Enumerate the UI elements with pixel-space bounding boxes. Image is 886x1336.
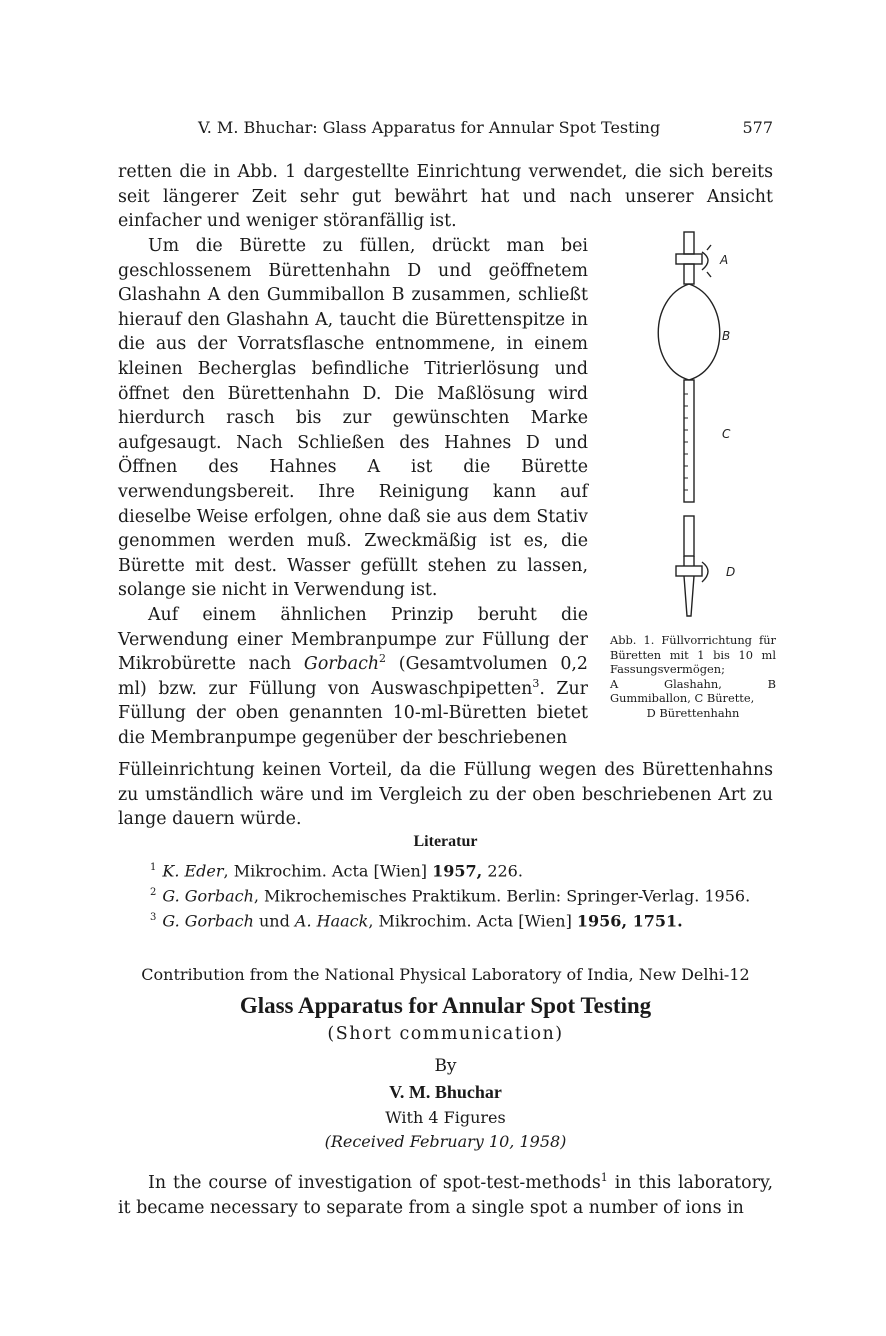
membrane-text-b: (Gesamtvolumen 0,2 ml) bzw. zur Füllung von Auswaschpipetten bbox=[118, 654, 588, 699]
references-heading: Literatur bbox=[413, 833, 478, 850]
article-subtitle: (Short communication) bbox=[327, 1024, 564, 1044]
label-b: B bbox=[722, 329, 731, 343]
label-a: A bbox=[720, 253, 729, 267]
membrane-text-a: Auf einem ähnlichen Prinzip beruht die Verwendung einer Membranpumpe zur Füllung der Mikrobürette nach bbox=[118, 604, 588, 675]
author-gorbach: Gorbach bbox=[303, 654, 380, 675]
burette-c bbox=[684, 380, 694, 502]
opening-text: retten die in Abb. 1 dargestellte Einrichtung verwendet, die sich bereits seit längerer Zeit sehr gut bewährt hat und nach unserer Ansicht einfacher und weniger störanfällig ist. bbox=[118, 162, 773, 232]
membrane-pump-paragraph bbox=[118, 603, 588, 751]
caption-line-3: D Bürettenhahn bbox=[646, 705, 740, 720]
reference-item: $^1$ K. Eder, Mikrochim. Acta [Wien] 1957, 226. bbox=[150, 861, 523, 881]
received-date: (Received February 10, 1958) bbox=[324, 1132, 567, 1151]
footnote-ref-2: 2 bbox=[379, 652, 387, 666]
stopcock-d bbox=[676, 566, 702, 576]
article-author: V. M. Bhuchar bbox=[389, 1082, 502, 1102]
membrane-text-c: . Zur Füllung der oben genannten 10-ml-Büretten bietet die Membranpumpe gegenüber der beschriebenen bbox=[118, 678, 588, 748]
label-c: C bbox=[722, 427, 731, 441]
figure-count: With 4 Figures bbox=[385, 1108, 506, 1127]
byline-by: By bbox=[434, 1056, 457, 1076]
rubber-bulb-b bbox=[658, 284, 720, 380]
procedure-text: Um die Bürette zu füllen, drückt man bei geschlossenem Bürettenhahn D und geöffnetem Glashahn A den Gummiballon B zusammen, schließt hierauf den Glashahn A, taucht die Bürettenspitze in die aus der Vorratsflasche entnommene, in einem kleinen Becherglas befindliche Titrierlösung und öffnet den Bürettenhahn D. Die Maßlösung wird hierdurch rasch bis zur gewünschten Marke aufgesaugt. Nach Schließen des Hahnes D und Öffnen des Hahnes A ist die Bürette verwendungsbereit. Ihre Reinigung kann auf dieselbe Weise erfolgen, ohne daß sie aus dem Stativ genommen werden muß. Zweckmäßig ist es, die Bürette mit dest. Wasser gefüllt stehen zu lassen, solange sie nicht in Verwendung ist. bbox=[118, 236, 588, 601]
reference-item: $^2$ G. Gorbach, Mikrochemisches Praktikum. Berlin: Springer-Verlag. 1956. bbox=[150, 886, 751, 906]
contribution-line: Contribution from the National Physical Laboratory of India, New Delhi-12 bbox=[141, 965, 750, 984]
closing-text: Fülleinrichtung keinen Vorteil, da die Füllung wegen des Bürettenhahns zu umständlich wäre und im Vergleich zu der oben beschriebenen Art zu lange dauern würde. bbox=[118, 760, 773, 830]
reference-item: $^3$ G. Gorbach und A. Haack, Mikrochim. Acta [Wien] 1956, 1751. bbox=[150, 910, 683, 930]
caption-line-2: A Glashahn, B Gummiballon, C Bürette, bbox=[610, 676, 776, 706]
article-title: Glass Apparatus for Annular Spot Testing bbox=[239, 993, 652, 1018]
stopcock-a-handle bbox=[702, 252, 708, 270]
caption-line-1: Abb. 1. Füllvorrichtung für Büretten mit 1 bis 10 ml Fassungsvermögen; bbox=[610, 633, 776, 677]
label-d: D bbox=[726, 565, 736, 579]
figure-caption bbox=[610, 633, 776, 721]
burette-figure bbox=[608, 228, 788, 628]
intro-text: In the course of investigation of spot-test-methods$^1$ in this laboratory, it became necessary to separate from a single spot a number of ions in bbox=[118, 1171, 773, 1218]
intro-paragraph bbox=[118, 1171, 773, 1220]
references-list bbox=[150, 857, 790, 931]
stopcock-a bbox=[676, 254, 702, 264]
stopcock-d-handle bbox=[702, 562, 708, 582]
closing-paragraph bbox=[118, 758, 773, 832]
footnote-ref-1: 1 bbox=[600, 1171, 608, 1185]
filling-procedure-paragraph bbox=[118, 234, 588, 750]
lower-tube bbox=[684, 516, 694, 556]
opening-paragraph bbox=[118, 160, 773, 234]
running-head-title: V. M. Bhuchar: Glass Apparatus for Annular Spot Testing bbox=[198, 118, 661, 137]
page-number: 577 bbox=[742, 118, 773, 137]
footnote-ref-3: 3 bbox=[532, 676, 540, 690]
burette-tip bbox=[684, 576, 694, 616]
top-tube bbox=[684, 232, 694, 254]
